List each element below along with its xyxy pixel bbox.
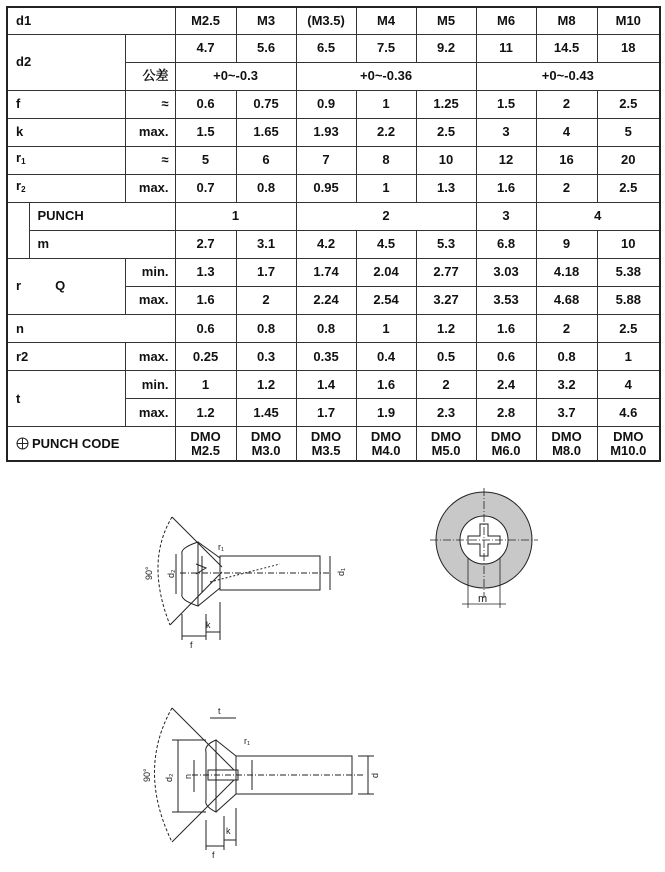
punch-cell: 1 (175, 202, 296, 230)
size-cell: (M3.5) (296, 7, 356, 34)
d-label: d (370, 772, 380, 778)
tolerance-label: 公差 (125, 62, 175, 90)
f-row (7, 90, 660, 118)
value-cell: 0.25 (175, 343, 236, 371)
value-cell: 1.65 (236, 118, 296, 146)
punch-code-cell: DMO M3.5 (296, 427, 356, 461)
value-cell: 4 (597, 371, 660, 399)
value-cell: 1.74 (296, 258, 356, 286)
value-cell: 0.5 (416, 343, 476, 371)
n-label: n (7, 315, 175, 343)
value-cell: 8 (356, 146, 416, 174)
k-row (7, 118, 660, 146)
value-cell: 1.3 (175, 258, 236, 286)
value-cell: 0.4 (356, 343, 416, 371)
value-cell: 2 (236, 286, 296, 314)
value-cell: 11 (476, 34, 536, 62)
m-label: m (478, 593, 488, 605)
r2b-qualifier: max. (125, 343, 175, 371)
value-cell: 4.7 (175, 34, 236, 62)
value-cell: 6 (236, 146, 296, 174)
punch-row (7, 202, 660, 230)
value-cell: 3.2 (536, 371, 597, 399)
value-cell: 0.8 (236, 174, 296, 202)
punch-code-cell: DMO M5.0 (416, 427, 476, 461)
value-cell: 0.8 (296, 315, 356, 343)
value-cell: 2.5 (597, 174, 660, 202)
value-cell: 5.6 (236, 34, 296, 62)
r2-row (7, 174, 660, 202)
value-cell: 2.2 (356, 118, 416, 146)
value-cell: 6.8 (476, 230, 536, 258)
value-cell: 10 (416, 146, 476, 174)
r2b-row (7, 343, 660, 371)
angle-label: 90° (142, 768, 152, 782)
value-cell: 4.6 (597, 399, 660, 427)
value-cell: 2 (536, 315, 597, 343)
f-label: f (212, 850, 215, 860)
size-cell: M4 (356, 7, 416, 34)
r1-label: $r_1$ (7, 146, 125, 174)
size-cell: M3 (236, 7, 296, 34)
value-cell: 2.7 (175, 230, 236, 258)
tolerance-cell: +0~-0.3 (175, 62, 296, 90)
m-row (7, 230, 660, 258)
f-label: f (7, 90, 125, 118)
rq-min-row (7, 258, 660, 286)
t-min-qualifier: min. (125, 371, 175, 399)
value-cell: 2.5 (416, 118, 476, 146)
punch-code-cell: DMO M10.0 (597, 427, 660, 461)
rq-max-qualifier: max. (125, 286, 175, 314)
value-cell: 2 (536, 90, 597, 118)
k-label: k (7, 118, 125, 146)
value-cell: 2 (416, 371, 476, 399)
value-cell: 4 (536, 118, 597, 146)
value-cell: 6.5 (296, 34, 356, 62)
value-cell: 0.8 (236, 315, 296, 343)
value-cell: 1.93 (296, 118, 356, 146)
d1-label: d1 (7, 7, 175, 34)
value-cell: 2.8 (476, 399, 536, 427)
punch-code-cell: DMO M3.0 (236, 427, 296, 461)
punch-cell: 4 (536, 202, 660, 230)
value-cell: 2.4 (476, 371, 536, 399)
punch-code-label: PUNCH CODE (7, 427, 175, 461)
punch-cell: 2 (296, 202, 476, 230)
punch-label: PUNCH (29, 202, 175, 230)
value-cell: 9 (536, 230, 597, 258)
r1-row (7, 146, 660, 174)
d2-label: d₂ (166, 569, 176, 578)
k-label: k (226, 826, 231, 836)
value-cell: 4.5 (356, 230, 416, 258)
value-cell: 14.5 (536, 34, 597, 62)
value-cell: 2.5 (597, 90, 660, 118)
value-cell: 0.9 (296, 90, 356, 118)
punch-code-cell: DMO M2.5 (175, 427, 236, 461)
value-cell: 1 (356, 90, 416, 118)
value-cell: 1.2 (416, 315, 476, 343)
value-cell: 3.1 (236, 230, 296, 258)
value-cell: 0.35 (296, 343, 356, 371)
value-cell: 1.25 (416, 90, 476, 118)
r2-label: $r_2$ (7, 174, 125, 202)
value-cell: 20 (597, 146, 660, 174)
k-qualifier: max. (125, 118, 175, 146)
size-cell: M10 (597, 7, 660, 34)
value-cell: 0.95 (296, 174, 356, 202)
value-cell: 0.8 (536, 343, 597, 371)
value-cell: 1.7 (296, 399, 356, 427)
value-cell: 7.5 (356, 34, 416, 62)
value-cell: 1.5 (476, 90, 536, 118)
size-cell: M6 (476, 7, 536, 34)
header-row (7, 7, 660, 34)
value-cell: 0.6 (175, 315, 236, 343)
value-cell: 5 (175, 146, 236, 174)
f-qualifier: ≈ (125, 90, 175, 118)
value-cell: 1.6 (356, 371, 416, 399)
d2-label: d₂ (164, 773, 174, 782)
t-min-row (7, 371, 660, 399)
d2-qualifier (125, 34, 175, 62)
recess-top-view-drawing (424, 488, 544, 618)
value-cell: 4.18 (536, 258, 597, 286)
value-cell: 1 (356, 315, 416, 343)
value-cell: 12 (476, 146, 536, 174)
value-cell: 2.54 (356, 286, 416, 314)
value-cell: 18 (597, 34, 660, 62)
tolerance-cell: +0~-0.36 (296, 62, 476, 90)
value-cell: 2 (536, 174, 597, 202)
d1-label: d₁ (336, 567, 346, 576)
value-cell: 3.7 (536, 399, 597, 427)
r1-label: r₁ (218, 542, 225, 552)
size-cell: M5 (416, 7, 476, 34)
size-cell: M8 (536, 7, 597, 34)
r2-qualifier: max. (125, 174, 175, 202)
value-cell: 1.6 (476, 315, 536, 343)
value-cell: 1.4 (296, 371, 356, 399)
value-cell: 5.88 (597, 286, 660, 314)
value-cell: 0.6 (175, 90, 236, 118)
value-cell: 1.45 (236, 399, 296, 427)
punch-code-cell: DMO M6.0 (476, 427, 536, 461)
value-cell: 1.5 (175, 118, 236, 146)
value-cell: 2.24 (296, 286, 356, 314)
value-cell: 16 (536, 146, 597, 174)
value-cell: 0.75 (236, 90, 296, 118)
rq-min-qualifier: min. (125, 258, 175, 286)
k-label: k (206, 620, 211, 630)
f-label: f (190, 640, 193, 650)
punch-code-cell: DMO M4.0 (356, 427, 416, 461)
punch-code-cell: DMO M8.0 (536, 427, 597, 461)
value-cell: 0.7 (175, 174, 236, 202)
value-cell: 1 (597, 343, 660, 371)
value-cell: 1.3 (416, 174, 476, 202)
tolerance-cell: +0~-0.43 (476, 62, 660, 90)
value-cell: 1.7 (236, 258, 296, 286)
n-row (7, 315, 660, 343)
value-cell: 1.2 (236, 371, 296, 399)
r2b-label: r2 (7, 343, 125, 371)
t-label: t (218, 706, 221, 716)
value-cell: 2.5 (597, 315, 660, 343)
value-cell: 1.6 (476, 174, 536, 202)
value-cell: 9.2 (416, 34, 476, 62)
value-cell: 2.77 (416, 258, 476, 286)
d2-label: d2 (7, 34, 125, 90)
m-label: m (29, 230, 175, 258)
value-cell: 10 (597, 230, 660, 258)
value-cell: 4.2 (296, 230, 356, 258)
value-cell: 7 (296, 146, 356, 174)
r1-label: r₁ (244, 736, 251, 746)
rq-label: r Q (7, 258, 125, 314)
d2-row (7, 34, 660, 62)
value-cell: 3 (476, 118, 536, 146)
value-cell: 5.3 (416, 230, 476, 258)
value-cell: 3.03 (476, 258, 536, 286)
value-cell: 5.38 (597, 258, 660, 286)
value-cell: 3.27 (416, 286, 476, 314)
phillips-screw-drawing (140, 492, 360, 652)
n-label: n (183, 773, 193, 779)
value-cell: 0.6 (476, 343, 536, 371)
value-cell: 5 (597, 118, 660, 146)
value-cell: 1.9 (356, 399, 416, 427)
punch-code-row (7, 427, 660, 461)
value-cell: 0.3 (236, 343, 296, 371)
value-cell: 2.04 (356, 258, 416, 286)
slotted-screw-drawing (132, 700, 392, 860)
value-cell: 2.3 (416, 399, 476, 427)
r1-qualifier: ≈ (125, 146, 175, 174)
value-cell: 3.53 (476, 286, 536, 314)
value-cell: 1 (356, 174, 416, 202)
value-cell: 1 (175, 371, 236, 399)
punch-gutter (7, 202, 29, 258)
t-label: t (7, 371, 125, 427)
dimension-table (6, 6, 661, 462)
t-max-qualifier: max. (125, 399, 175, 427)
value-cell: 1.2 (175, 399, 236, 427)
value-cell: 4.68 (536, 286, 597, 314)
angle-label: 90° (144, 566, 154, 580)
punch-cell: 3 (476, 202, 536, 230)
crosshair-circle-icon (16, 437, 29, 450)
value-cell: 1.6 (175, 286, 236, 314)
size-cell: M2.5 (175, 7, 236, 34)
